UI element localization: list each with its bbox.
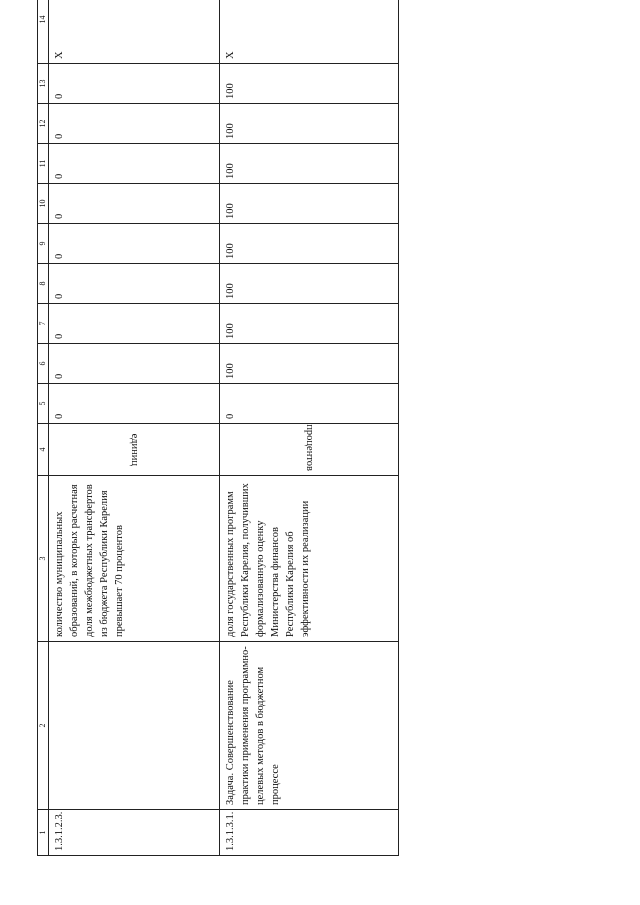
col-num: 5	[38, 384, 49, 424]
col-num: 6	[38, 344, 49, 384]
value-cell: 100	[220, 224, 399, 264]
value-cell: 100	[220, 304, 399, 344]
task-cell	[49, 642, 220, 810]
row-number: 1.3.1.2.3.	[49, 810, 220, 856]
unit-label: единиц	[128, 433, 140, 466]
value-cell: 100	[220, 64, 399, 104]
indicator-cell: доля государственных программ Республики Карелия, получивших формализованную оценку Министерства финансов Республики Карелия об эффективности их реализации	[220, 476, 399, 642]
value-cell: 100	[220, 344, 399, 384]
col-num: 14	[38, 0, 49, 64]
rotated-page	[37, 0, 427, 856]
table-row	[49, 0, 220, 856]
col-num: 1	[38, 810, 49, 856]
value-cell: 100	[220, 264, 399, 304]
value-cell: 100	[220, 104, 399, 144]
last-cell: X	[49, 0, 220, 64]
col-num: 7	[38, 304, 49, 344]
col-num: 11	[38, 144, 49, 184]
value-cell: 0	[49, 144, 220, 184]
last-cell: X	[220, 0, 399, 64]
indicators-table	[37, 0, 399, 856]
col-num: 9	[38, 224, 49, 264]
table-row	[220, 0, 399, 856]
value-cell: 0	[220, 384, 399, 424]
col-num: 4	[38, 424, 49, 476]
row-number: 1.3.1.3.1.	[220, 810, 399, 856]
unit-cell	[49, 424, 220, 476]
col-num: 3	[38, 476, 49, 642]
value-cell: 0	[49, 304, 220, 344]
value-cell: 100	[220, 184, 399, 224]
col-num: 2	[38, 642, 49, 810]
col-num: 13	[38, 64, 49, 104]
col-num: 10	[38, 184, 49, 224]
value-cell: 0	[49, 384, 220, 424]
col-num: 12	[38, 104, 49, 144]
col-num: 8	[38, 264, 49, 304]
value-cell: 0	[49, 224, 220, 264]
value-cell: 0	[49, 264, 220, 304]
value-cell: 0	[49, 104, 220, 144]
column-numbers-row	[38, 0, 49, 856]
indicator-cell: количество муниципальных образований, в которых расчетная доля межбюджетных трансфертов из бюджета Республики Карелия превышает 70 процентов	[49, 476, 220, 642]
value-cell: 0	[49, 344, 220, 384]
value-cell: 100	[220, 144, 399, 184]
value-cell: 0	[49, 184, 220, 224]
value-cell: 0	[49, 64, 220, 104]
unit-cell	[220, 424, 399, 476]
unit-label: процентов	[303, 424, 315, 471]
task-cell: Задача. Совершенствование практики применения программно-целевых методов в бюджетном процессе	[220, 642, 399, 810]
